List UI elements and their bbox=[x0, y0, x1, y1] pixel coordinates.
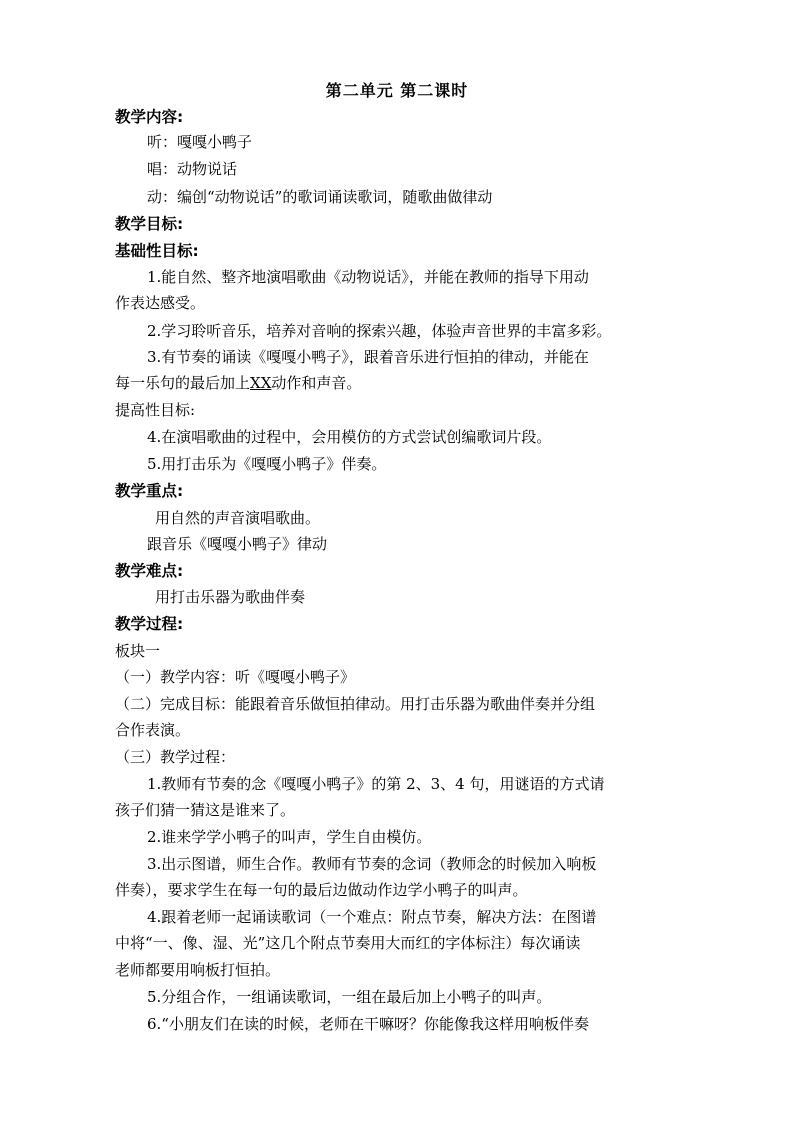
process-item-1: （一）教学内容：听《嘎嘎小鸭子》 bbox=[115, 668, 356, 686]
goal-1-line-2: 作表达感受。 bbox=[115, 294, 206, 312]
content-listen: 听：嘎嘎小鸭子 bbox=[147, 133, 253, 151]
content-sing: 唱：动物说话 bbox=[147, 160, 238, 178]
goal-4: 4.在演唱歌曲的过程中，会用模仿的方式尝试创编歌词片段。 bbox=[147, 428, 552, 446]
goal-3-line-1: 3.有节奏的诵读《嘎嘎小鸭子》，跟着音乐进行恒拍的律动，并能在 bbox=[147, 348, 589, 366]
goals-heading: 教学目标: bbox=[115, 215, 184, 233]
content-heading: 教学内容: bbox=[115, 108, 184, 126]
goal-3-underlined-rhythm: XX bbox=[250, 374, 272, 392]
goal-2: 2.学习聆听音乐，培养对音响的探索兴趣，体验声音世界的丰富多彩。 bbox=[147, 322, 612, 340]
key-point-1: 用自然的声音演唱歌曲。 bbox=[155, 509, 321, 527]
content-move: 动：编创“动物说话”的歌词诵读歌词，随歌曲做律动 bbox=[147, 188, 493, 206]
step-4-line-1: 4.跟着老师一起诵读歌词（一个难点：附点节奏，解决方法：在图谱 bbox=[147, 908, 597, 926]
step-3-line-2: 伴奏），要求学生在每一句的最后边做动作边学小鸭子的叫声。 bbox=[115, 881, 528, 899]
difficulty-heading: 教学难点: bbox=[115, 562, 184, 580]
page-title: 第二单元 第二课时 bbox=[325, 81, 469, 100]
process-block: 板块一 bbox=[115, 642, 161, 660]
process-item-2-line-2: 合作表演。 bbox=[115, 721, 191, 739]
goal-3-text-pre: 每一乐句的最后加上 bbox=[115, 374, 251, 392]
advanced-goals-heading: 提高性目标: bbox=[115, 401, 196, 419]
step-6: 6.“小朋友们在读的时候，老师在干嘛呀？你能像我这样用响板伴奏 bbox=[147, 1015, 589, 1033]
basic-goals-heading: 基础性目标: bbox=[115, 242, 199, 260]
step-5: 5.分组合作，一组诵读歌词，一组在最后加上小鸭子的叫声。 bbox=[147, 988, 552, 1006]
step-1-line-2: 孩子们猜一猜这是谁来了。 bbox=[115, 801, 296, 819]
goal-3-text-post: 动作和声音。 bbox=[271, 374, 362, 392]
goal-5: 5.用打击乐为《嘎嘎小鸭子》伴奏。 bbox=[147, 455, 387, 473]
goal-1-line-1: 1.能自然、整齐地演唱歌曲《动物说话》，并能在教师的指导下用动 bbox=[147, 268, 589, 286]
key-point-2: 跟音乐《嘎嘎小鸭子》律动 bbox=[147, 535, 328, 553]
step-3-line-1: 3.出示图谱，师生合作。教师有节奏的念词（教师念的时候加入响板 bbox=[147, 855, 597, 873]
goal-3-line-2 bbox=[115, 372, 361, 394]
process-heading: 教学过程: bbox=[115, 615, 184, 633]
step-4-line-3: 老师都要用响板打恒拍。 bbox=[115, 961, 281, 979]
process-item-2-line-1: （二）完成目标：能跟着音乐做恒拍律动。用打击乐器为歌曲伴奏并分组 bbox=[115, 695, 596, 713]
step-4-line-2: 中将“一、像、湿、光”这几个附点节奏用大而红的字体标注）每次诵读 bbox=[115, 934, 581, 952]
difficulty-1: 用打击乐器为歌曲伴奏 bbox=[155, 588, 306, 606]
key-points-heading: 教学重点: bbox=[115, 482, 184, 500]
step-2: 2.谁来学学小鸭子的叫声，学生自由模仿。 bbox=[147, 828, 432, 846]
process-item-3: （三）教学过程： bbox=[115, 748, 236, 766]
step-1-line-1: 1.教师有节奏的念《嘎嘎小鸭子》的第 2、3、4 句，用谜语的方式请 bbox=[147, 775, 605, 793]
